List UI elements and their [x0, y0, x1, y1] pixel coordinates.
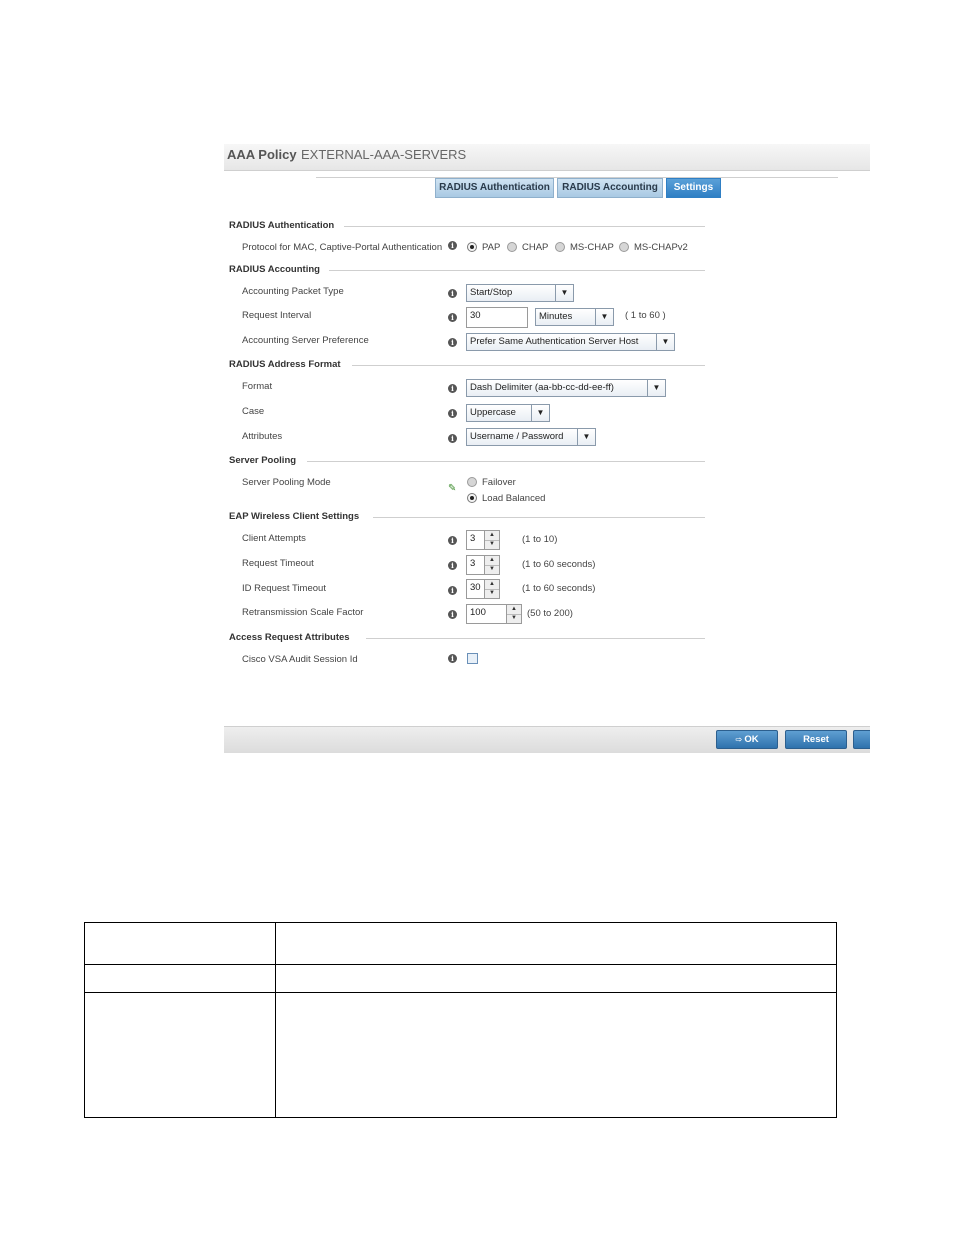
table-row	[85, 923, 837, 965]
id-request-timeout-label: ID Request Timeout	[242, 583, 326, 594]
section-divider	[352, 365, 705, 366]
table-cell	[85, 923, 276, 965]
request-timeout-hint: (1 to 60 seconds)	[522, 559, 596, 570]
id-request-timeout-stepper[interactable]	[466, 579, 500, 599]
table-cell	[276, 965, 837, 993]
info-icon: i	[448, 536, 457, 545]
accounting-server-preference-value: Prefer Same Authentication Server Host	[470, 336, 639, 347]
section-divider	[307, 461, 705, 462]
table-row	[85, 993, 837, 1118]
pencil-icon: ✎	[448, 483, 457, 494]
info-icon: i	[448, 654, 457, 663]
stepper-down-icon[interactable]: ▼	[489, 541, 495, 547]
radio-pap[interactable]	[467, 242, 477, 252]
document-table	[84, 922, 837, 1118]
radio-pap-label: PAP	[482, 242, 501, 253]
accounting-packet-type-value: Start/Stop	[470, 287, 513, 298]
section-title-eap-wireless-client-settings: EAP Wireless Client Settings	[229, 511, 360, 522]
attributes-value: Username / Password	[470, 431, 564, 442]
section-title-radius-authentication: RADIUS Authentication	[229, 220, 335, 231]
info-icon: i	[448, 610, 457, 619]
id-request-timeout-hint: (1 to 60 seconds)	[522, 583, 596, 594]
page-title: AAA Policy	[227, 147, 297, 162]
ok-button[interactable]	[716, 730, 778, 749]
protocol-label: Protocol for MAC, Captive-Portal Authentication	[242, 242, 443, 253]
attributes-label: Attributes	[242, 431, 283, 442]
title-bar	[224, 144, 870, 171]
table-row	[85, 965, 837, 993]
info-icon: i	[448, 561, 457, 570]
request-timeout-stepper[interactable]	[466, 555, 500, 575]
tab-radius-authentication[interactable]: RADIUS Authentication	[435, 178, 554, 198]
client-attempts-stepper[interactable]	[466, 530, 500, 550]
section-title-access-request-attributes: Access Request Attributes	[229, 632, 350, 643]
stepper-up-icon[interactable]: ▲	[507, 605, 521, 615]
stepper-down-icon[interactable]: ▼	[489, 590, 495, 596]
radio-failover[interactable]	[467, 477, 477, 487]
radio-ms-chap[interactable]	[555, 242, 565, 252]
info-icon: i	[448, 384, 457, 393]
request-interval-hint: ( 1 to 60 )	[625, 310, 666, 321]
tab-radius-accounting[interactable]: RADIUS Accounting	[557, 178, 663, 198]
table-cell	[85, 993, 276, 1118]
stepper-up-icon[interactable]: ▲	[485, 580, 499, 590]
exit-button[interactable]	[853, 730, 870, 749]
section-divider	[329, 270, 705, 271]
cisco-vsa-audit-session-id-checkbox[interactable]	[467, 653, 478, 664]
server-pooling-mode-label: Server Pooling Mode	[242, 477, 331, 488]
format-value: Dash Delimiter (aa-bb-cc-dd-ee-ff)	[470, 382, 614, 393]
accounting-server-preference-select[interactable]	[466, 333, 675, 351]
attributes-select[interactable]	[466, 428, 596, 446]
retransmission-scale-factor-value: 100	[470, 607, 486, 618]
radio-ms-chapv2-label: MS-CHAPv2	[634, 242, 688, 253]
accounting-packet-type-label: Accounting Packet Type	[242, 286, 344, 297]
request-interval-unit-select[interactable]	[535, 308, 614, 326]
stepper-up-icon[interactable]: ▲	[485, 556, 499, 566]
case-select[interactable]	[466, 404, 550, 422]
radio-ms-chapv2[interactable]	[619, 242, 629, 252]
request-interval-unit-value: Minutes	[539, 311, 573, 322]
section-title-radius-address-format: RADIUS Address Format	[229, 359, 341, 370]
request-interval-label: Request Interval	[242, 310, 312, 321]
id-request-timeout-value: 30	[470, 582, 481, 593]
chevron-down-icon: ▼	[555, 285, 573, 301]
client-attempts-label: Client Attempts	[242, 533, 306, 544]
client-attempts-value: 3	[470, 533, 476, 544]
chevron-down-icon: ▼	[595, 309, 613, 325]
table-cell	[85, 965, 276, 993]
info-icon: i	[448, 289, 457, 298]
radio-ms-chap-label: MS-CHAP	[570, 242, 614, 253]
info-icon: i	[448, 409, 457, 418]
info-icon: i	[448, 338, 457, 347]
radio-failover-label: Failover	[482, 477, 516, 488]
retransmission-scale-factor-hint: (50 to 200)	[527, 608, 573, 619]
info-icon: i	[448, 241, 457, 250]
format-select[interactable]	[466, 379, 666, 397]
chevron-down-icon: ▼	[647, 380, 665, 396]
chevron-down-icon: ▼	[656, 334, 674, 350]
ok-label: OK	[744, 734, 759, 745]
request-timeout-value: 3	[470, 558, 476, 569]
policy-name: EXTERNAL-AAA-SERVERS	[301, 147, 467, 162]
info-icon: i	[448, 434, 457, 443]
tab-settings[interactable]: Settings	[666, 178, 721, 198]
accounting-packet-type-select[interactable]	[466, 284, 574, 302]
section-divider	[344, 226, 705, 227]
table-cell	[276, 923, 837, 965]
radio-chap-label: CHAP	[522, 242, 549, 253]
request-interval-input[interactable]: 30	[466, 307, 528, 328]
cisco-vsa-audit-session-id-label: Cisco VSA Audit Session Id	[242, 654, 358, 665]
retransmission-scale-factor-label: Retransmission Scale Factor	[242, 607, 364, 618]
accounting-server-preference-label: Accounting Server Preference	[242, 335, 369, 346]
format-label: Format	[242, 381, 273, 392]
stepper-up-icon[interactable]: ▲	[485, 531, 499, 541]
section-title-server-pooling: Server Pooling	[229, 455, 297, 466]
stepper-down-icon[interactable]: ▼	[489, 566, 495, 572]
table-cell	[276, 993, 837, 1118]
section-divider	[366, 638, 705, 639]
radio-chap[interactable]	[507, 242, 517, 252]
case-label: Case	[242, 406, 265, 417]
stepper-down-icon[interactable]: ▼	[511, 615, 517, 621]
radio-load-balanced-label: Load Balanced	[482, 493, 546, 504]
info-icon: i	[448, 586, 457, 595]
section-divider	[373, 517, 705, 518]
retransmission-scale-factor-stepper[interactable]	[466, 604, 522, 624]
ok-icon: ⇨	[735, 735, 745, 744]
chevron-down-icon: ▼	[577, 429, 595, 445]
request-timeout-label: Request Timeout	[242, 558, 314, 569]
info-icon: i	[448, 313, 457, 322]
client-attempts-hint: (1 to 10)	[522, 534, 558, 545]
section-title-radius-accounting: RADIUS Accounting	[229, 264, 320, 275]
reset-button[interactable]: Reset	[785, 730, 847, 749]
chevron-down-icon: ▼	[531, 405, 549, 421]
case-value: Uppercase	[470, 407, 516, 418]
radio-load-balanced[interactable]	[467, 493, 477, 503]
